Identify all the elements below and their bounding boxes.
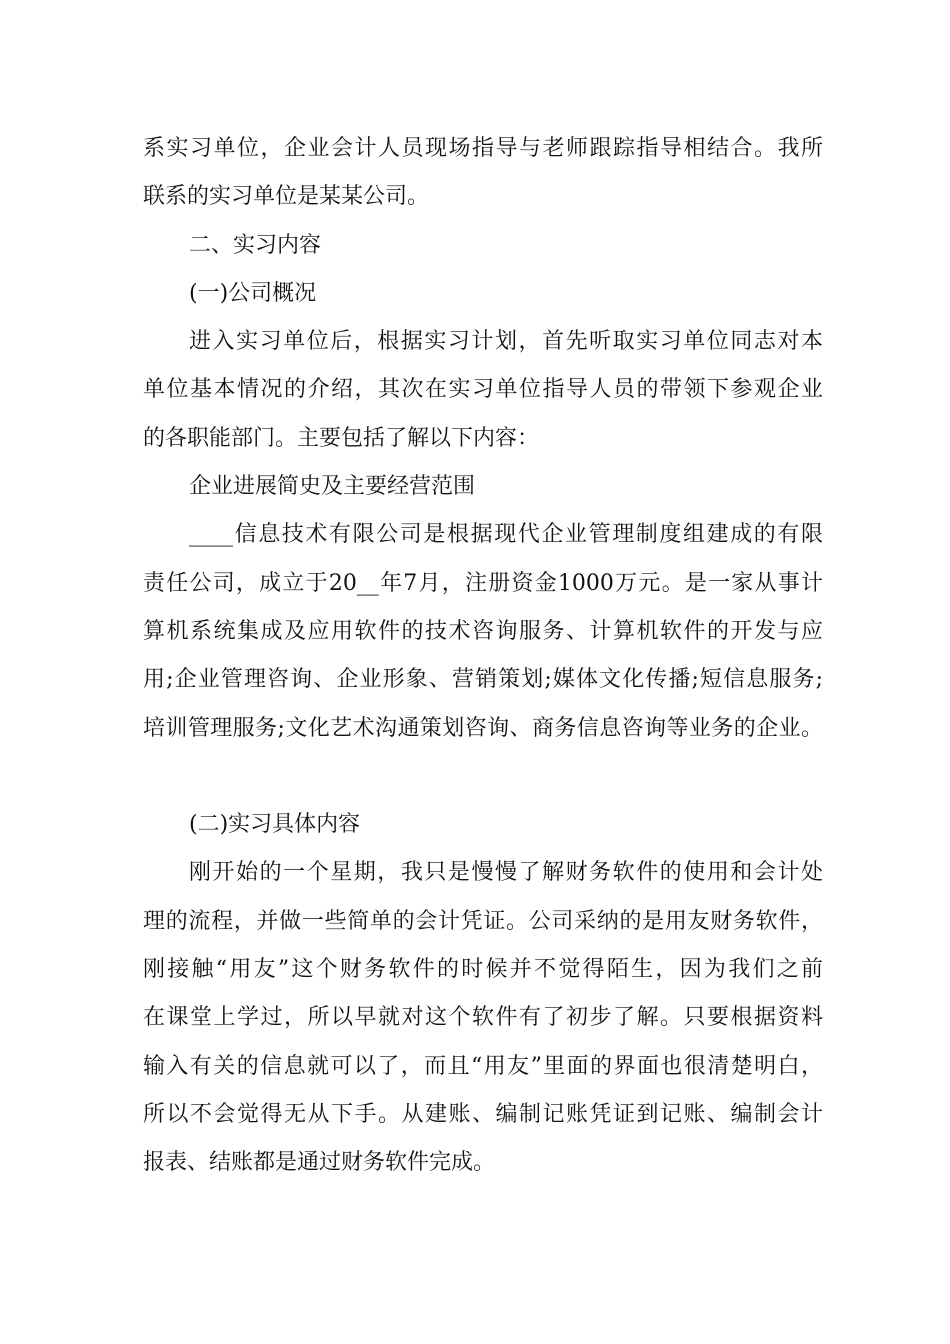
text-line: 培训管理服务;文化艺术沟通策划咨询、商务信息咨询等业务的企业。 [143, 715, 823, 741]
text-line: 报表、结账都是通过财务软件完成。 [143, 1150, 496, 1176]
text-line: ____信息技术有限公司是根据现代企业管理制度组建成的有限 [189, 522, 823, 548]
text-line: 用;企业管理咨询、企业形象、营销策划;媒体文化传播;短信息服务; [143, 667, 823, 693]
text-line: 刚开始的一个星期，我只是慢慢了解财务软件的使用和会计处 [189, 860, 823, 886]
text-line: 系实习单位，企业会计人员现场指导与老师跟踪指导相结合。我所 [143, 136, 823, 161]
text-line: 联系的实习单位是某某公司。 [143, 184, 430, 210]
text-line: 进入实习单位后，根据实习计划，首先听取实习单位同志对本 [189, 329, 823, 355]
text-line: 输入有关的信息就可以了，而且“用友”里面的界面也很清楚明白， [143, 1053, 823, 1079]
topic-heading: 企业进展简史及主要经营范围 [189, 474, 476, 500]
text-line: 单位基本情况的介绍，其次在实习单位指导人员的带领下参观企业 [143, 377, 823, 403]
text-line: 理的流程，并做一些简单的会计凭证。公司采纳的是用友财务软件， [143, 908, 823, 934]
body-text [143, 125, 823, 1188]
text-line: 算机系统集成及应用软件的技术咨询服务、计算机软件的开发与应 [143, 618, 823, 644]
blank-line [143, 753, 823, 801]
subsection-heading: (一)公司概况 [189, 280, 317, 306]
text-line: 的各职能部门。主要包括了解以下内容： [143, 425, 540, 451]
text-line: 所以不会觉得无从下手。从建账、编制记账凭证到记账、编制会计 [143, 1101, 823, 1127]
text-line: 在课堂上学过，所以早就对这个软件有了初步了解。只要根据资料 [143, 1005, 823, 1031]
text-line: 刚接触“用友”这个财务软件的时候并不觉得陌生，因为我们之前 [143, 957, 823, 983]
subsection-heading: (二)实习具体内容 [189, 812, 361, 838]
section-heading: 二、实习内容 [189, 232, 322, 258]
text-line: 责任公司，成立于20__年7月，注册资金1000万元。是一家从事计 [143, 570, 823, 596]
